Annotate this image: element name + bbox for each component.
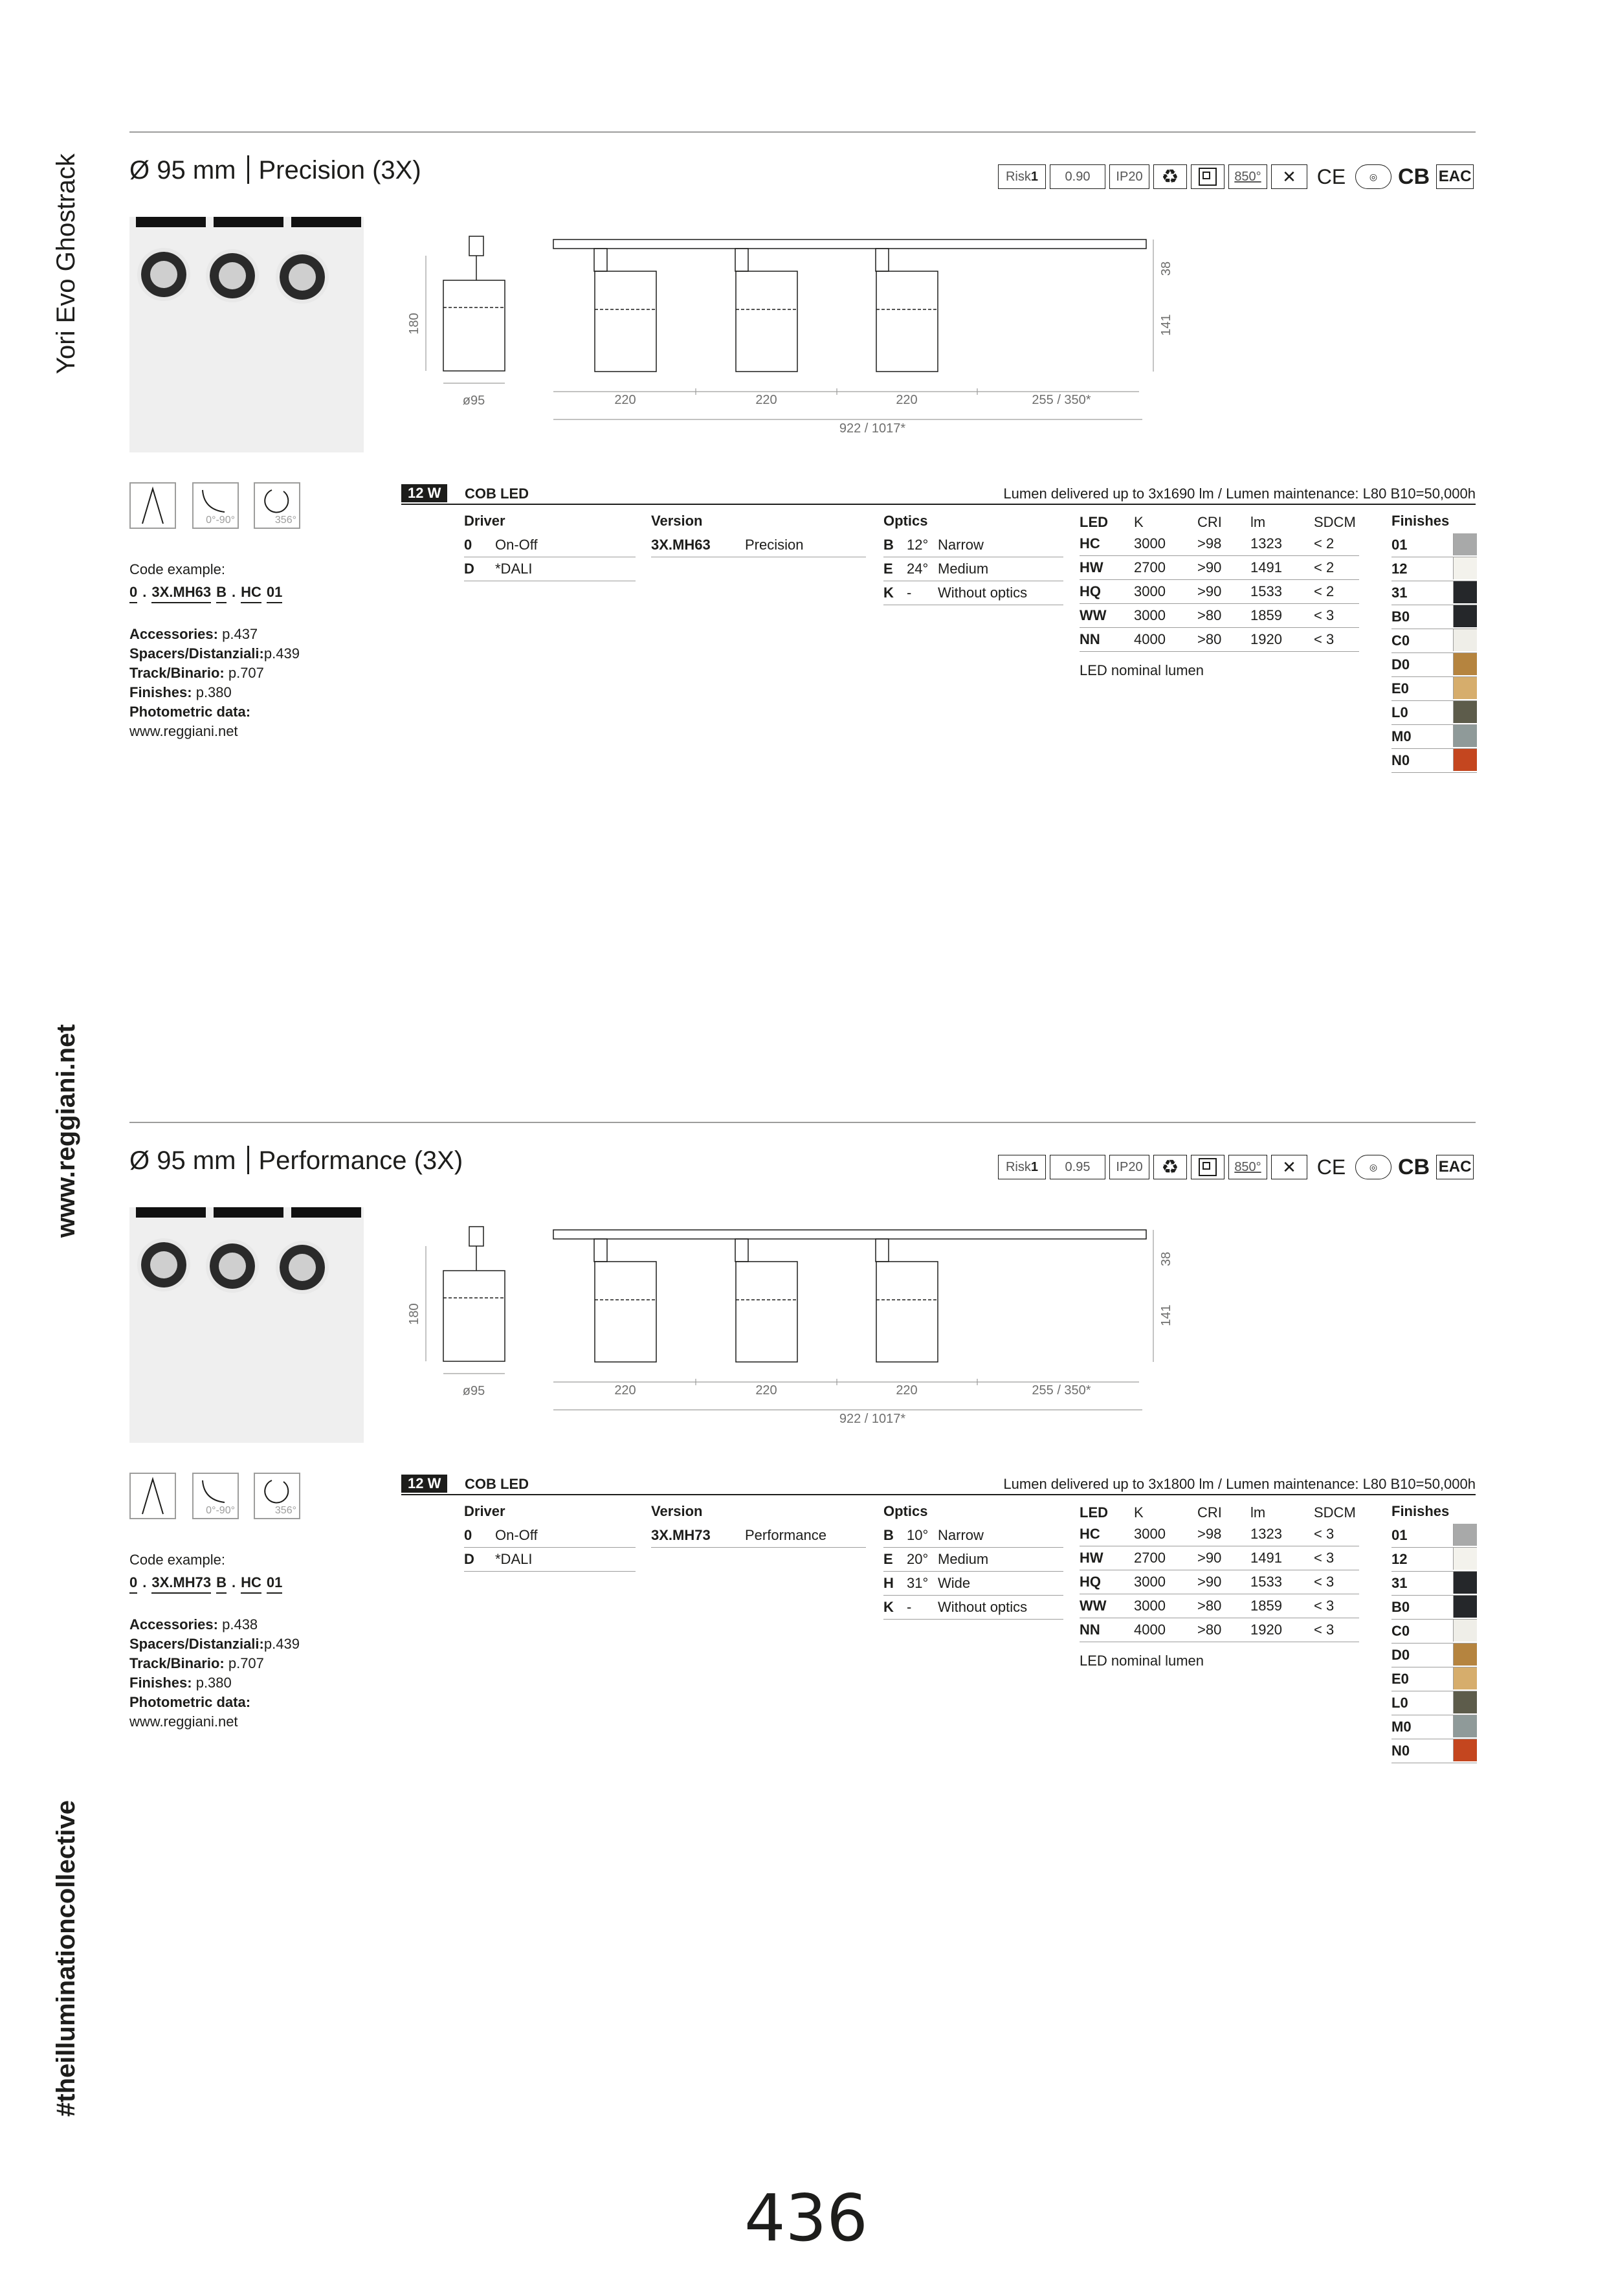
tilt-icon: 0°-90° — [192, 1473, 239, 1519]
dim-diameter: ø95 — [462, 1384, 485, 1398]
product-photo — [129, 1207, 364, 1443]
dim-spacing-3: 220 — [896, 1383, 918, 1398]
finish-swatch — [1453, 677, 1477, 699]
finish-swatch — [1453, 749, 1477, 771]
dim-height: 180 — [407, 313, 421, 335]
led-row: HW 2700 >90 1491 < 2 — [1080, 556, 1359, 580]
finish-swatch — [1453, 605, 1477, 627]
reference-list: Accessories: p.438 Spacers/Distanziali:p.439 Track/Binario: p.707 Finishes: p.380 Photometric data: www.reggiani.net — [129, 1616, 300, 1730]
led-row: NN 4000 >80 1920 < 3 — [1080, 1618, 1359, 1642]
dim-end: 255 / 350* — [1032, 1383, 1091, 1398]
finish-swatch — [1453, 629, 1477, 651]
temperature-badge: 850° — [1228, 164, 1267, 189]
optics-row: K - Without optics — [883, 1596, 1063, 1620]
product-name: Precision (3X) — [258, 156, 421, 184]
led-row: NN 4000 >80 1920 < 3 — [1080, 628, 1359, 652]
technical-drawing — [395, 214, 1204, 434]
finish-row: 31 — [1391, 1572, 1477, 1596]
ip-rating-badge: IP20 — [1109, 164, 1149, 189]
finish-row: 01 — [1391, 1524, 1477, 1548]
power-factor-badge: 0.90 — [1050, 164, 1105, 189]
finishes-column: Finishes 01 12 31 B0 C0 D0 E0 L0 M0 N0 — [1391, 513, 1477, 773]
lumen-info: Lumen delivered up to 3x1690 lm / Lumen maintenance: L80 B10=50,000h — [1003, 485, 1476, 502]
tilt-icon: 0°-90° — [192, 482, 239, 529]
finish-row: D0 — [1391, 1644, 1477, 1667]
dim-diameter: ø95 — [462, 394, 485, 408]
driver-column: Driver 0 On-Off D *DALI — [464, 513, 636, 581]
finish-row: C0 — [1391, 1620, 1477, 1644]
finish-row: E0 — [1391, 1667, 1477, 1691]
finish-swatch — [1453, 533, 1477, 555]
led-row: WW 3000 >80 1859 < 3 — [1080, 1594, 1359, 1618]
no-thermal-icon: ✕ — [1271, 164, 1307, 189]
finish-swatch — [1453, 1691, 1477, 1713]
page-number: 436 — [744, 2180, 868, 2256]
led-note: LED nominal lumen — [1080, 1653, 1204, 1669]
finish-row: M0 — [1391, 725, 1477, 749]
class-ii-icon — [1191, 164, 1225, 189]
led-row: WW 3000 >80 1859 < 3 — [1080, 604, 1359, 628]
certification-strip — [998, 1154, 1474, 1181]
power-factor-badge: 0.95 — [1050, 1155, 1105, 1179]
driver-row: 0 On-Off — [464, 533, 636, 557]
diameter: Ø 95 mm — [129, 156, 236, 184]
product-photo — [129, 217, 364, 452]
led-table: LED K CRI lm SDCM HC 3000 >98 1323 < 2 HW 2700 >90 1491 < 2 HQ 3000 >90 1533 < 2 WW 3000 >80 1859 < 3 NN 4000 >80 1920 < 3 LED nominal lumen — [1080, 513, 1359, 679]
website-label: www.reggiani.net — [52, 1024, 80, 1238]
led-note: LED nominal lumen — [1080, 662, 1204, 678]
finish-row: L0 — [1391, 701, 1477, 725]
lumen-info: Lumen delivered up to 3x1800 lm / Lumen maintenance: L80 B10=50,000h — [1003, 1476, 1476, 1492]
code-example-label: Code example: — [129, 561, 225, 577]
finish-swatch — [1453, 1524, 1477, 1546]
finish-swatch — [1453, 557, 1477, 579]
dim-body: 141 — [1159, 1304, 1173, 1326]
finish-swatch — [1453, 1620, 1477, 1642]
finish-row: B0 — [1391, 1596, 1477, 1620]
diameter: Ø 95 mm — [129, 1146, 236, 1175]
version-row: 3X.MH73 Performance — [651, 1524, 866, 1548]
dim-spacing-3: 220 — [896, 393, 918, 407]
dim-total: 922 / 1017* — [839, 1412, 906, 1424]
eac-icon: EAC — [1436, 164, 1474, 189]
rotation-icon: 356° — [254, 482, 300, 529]
finish-row: 12 — [1391, 1548, 1477, 1572]
dim-end: 255 / 350* — [1032, 393, 1091, 407]
class-ii-icon — [1191, 1155, 1225, 1179]
finish-swatch — [1453, 1644, 1477, 1666]
finish-row: B0 — [1391, 605, 1477, 629]
finish-row: L0 — [1391, 1691, 1477, 1715]
optics-row: E 24° Medium — [883, 557, 1063, 581]
ce-mark-icon: CE — [1316, 164, 1346, 188]
code-example: 0 . 3X.MH63 B . HC 01 — [129, 584, 282, 603]
led-row: HC 3000 >98 1323 < 3 — [1080, 1522, 1359, 1546]
finish-swatch — [1453, 725, 1477, 747]
certification-strip — [998, 163, 1474, 190]
dim-top: 38 — [1159, 261, 1173, 276]
cb-mark: CB — [1398, 164, 1430, 189]
dim-spacing-2: 220 — [755, 393, 777, 407]
optics-column: Optics B 10° Narrow E 20° Medium H 31° Wide K - Without optics — [883, 1503, 1063, 1620]
dim-spacing-1: 220 — [614, 393, 636, 407]
rcm-icon: ◎ — [1355, 1155, 1391, 1179]
finish-row: E0 — [1391, 677, 1477, 701]
section-title — [129, 1146, 463, 1176]
dim-spacing-2: 220 — [755, 1383, 777, 1398]
led-row: HQ 3000 >90 1533 < 2 — [1080, 580, 1359, 604]
finish-swatch — [1453, 701, 1477, 723]
finish-row: N0 — [1391, 749, 1477, 773]
reference-list: Accessories: p.437 Spacers/Distanziali:p.439 Track/Binario: p.707 Finishes: p.380 Photometric data: www.reggiani.net — [129, 626, 300, 739]
section-rule — [129, 1122, 1476, 1123]
recycle-icon: ♻ — [1153, 1155, 1187, 1179]
led-row: HQ 3000 >90 1533 < 3 — [1080, 1570, 1359, 1594]
driver-column: Driver 0 On-Off D *DALI — [464, 1503, 636, 1572]
led-row: HW 2700 >90 1491 < 3 — [1080, 1546, 1359, 1570]
finish-swatch — [1453, 1739, 1477, 1761]
wattage-badge: 12 W — [401, 1475, 447, 1493]
finishes-column: Finishes 01 12 31 B0 C0 D0 E0 L0 M0 N0 — [1391, 1503, 1477, 1763]
led-row: HC 3000 >98 1323 < 2 — [1080, 532, 1359, 556]
finish-swatch — [1453, 1572, 1477, 1594]
optics-row: E 20° Medium — [883, 1548, 1063, 1572]
code-example: 0 . 3X.MH73 B . HC 01 — [129, 1574, 282, 1594]
finish-row: D0 — [1391, 653, 1477, 677]
optics-row: B 10° Narrow — [883, 1524, 1063, 1548]
finish-swatch — [1453, 1596, 1477, 1618]
optics-row: B 12° Narrow — [883, 533, 1063, 557]
code-example-label: Code example: — [129, 1552, 225, 1568]
beam-icon — [129, 1473, 176, 1519]
rotation-icon: 356° — [254, 1473, 300, 1519]
finish-row: C0 — [1391, 629, 1477, 653]
product-line-label: Yori Evo Ghostrack — [52, 153, 80, 374]
finish-swatch — [1453, 1548, 1477, 1570]
finish-swatch — [1453, 581, 1477, 603]
product-name: Performance (3X) — [258, 1146, 463, 1175]
finish-row: M0 — [1391, 1715, 1477, 1739]
finish-swatch — [1453, 1715, 1477, 1737]
led-table: LED K CRI lm SDCM HC 3000 >98 1323 < 3 HW 2700 >90 1491 < 3 HQ 3000 >90 1533 < 3 WW 3000 >80 1859 < 3 NN 4000 >80 1920 < 3 LED nominal lumen — [1080, 1503, 1359, 1669]
section-rule — [129, 131, 1476, 133]
beam-icon — [129, 482, 176, 529]
dim-body: 141 — [1159, 314, 1173, 336]
recycle-icon: ♻ — [1153, 164, 1187, 189]
finish-swatch — [1453, 1667, 1477, 1689]
eac-icon: EAC — [1436, 1155, 1474, 1179]
risk-badge: Risk 1 — [998, 164, 1046, 189]
cb-mark: CB — [1398, 1154, 1430, 1179]
risk-badge: Risk 1 — [998, 1155, 1046, 1179]
driver-row: D *DALI — [464, 1548, 636, 1572]
optics-row: H 31° Wide — [883, 1572, 1063, 1596]
temperature-badge: 850° — [1228, 1155, 1267, 1179]
wattage-badge: 12 W — [401, 484, 447, 502]
version-column: Version 3X.MH63 Precision — [651, 513, 866, 557]
ce-mark-icon: CE — [1316, 1155, 1346, 1179]
version-column: Version 3X.MH73 Performance — [651, 1503, 866, 1548]
optics-row: K - Without optics — [883, 581, 1063, 605]
light-source: COB LED — [465, 485, 529, 502]
technical-drawing — [395, 1204, 1204, 1424]
dim-height: 180 — [407, 1303, 421, 1325]
driver-row: D *DALI — [464, 557, 636, 581]
spec-header — [401, 484, 1476, 505]
ip-rating-badge: IP20 — [1109, 1155, 1149, 1179]
dim-top: 38 — [1159, 1251, 1173, 1267]
rcm-icon: ◎ — [1355, 164, 1391, 189]
hashtag-label: #theilluminationcollective — [52, 1800, 80, 2117]
finish-row: 01 — [1391, 533, 1477, 557]
no-thermal-icon: ✕ — [1271, 1155, 1307, 1179]
driver-row: 0 On-Off — [464, 1524, 636, 1548]
finish-row: 12 — [1391, 557, 1477, 581]
dim-total: 922 / 1017* — [839, 421, 906, 434]
finish-row: N0 — [1391, 1739, 1477, 1763]
finish-swatch — [1453, 653, 1477, 675]
spec-header — [401, 1475, 1476, 1495]
light-source: COB LED — [465, 1476, 529, 1492]
finish-row: 31 — [1391, 581, 1477, 605]
version-row: 3X.MH63 Precision — [651, 533, 866, 557]
optics-column: Optics B 12° Narrow E 24° Medium K - Without optics — [883, 513, 1063, 605]
section-title — [129, 155, 421, 185]
dim-spacing-1: 220 — [614, 1383, 636, 1398]
